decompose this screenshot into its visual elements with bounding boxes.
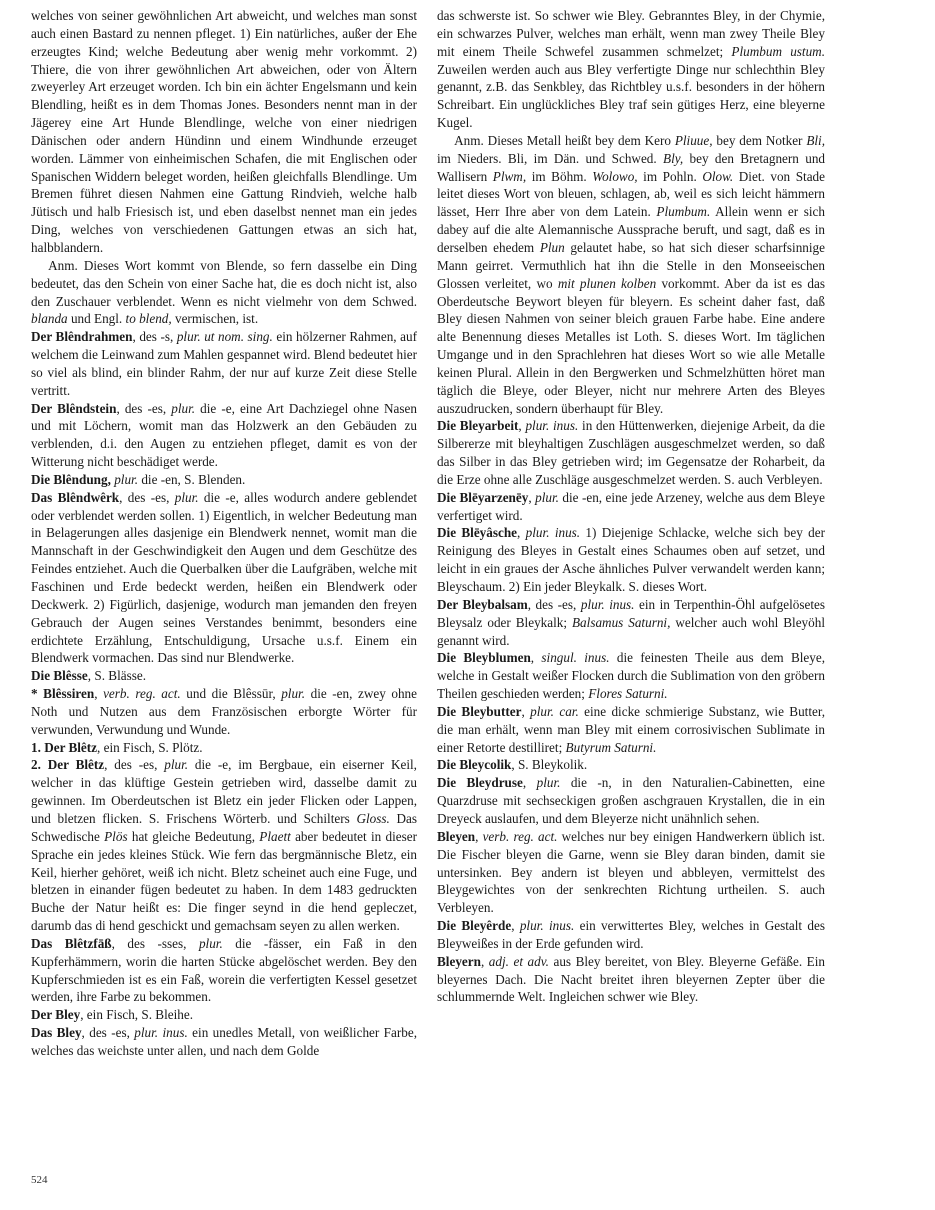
dictionary-entry [31, 739, 417, 757]
entry-headword: Die Bleyblumen [437, 650, 531, 666]
text-run: aus Bley bereitet, von Bley. Bleyerne Gefäße. Ein bleyernes Dach. Die Nacht breitet ihren bleyernen Zepter über die schlummernde Welt. Ingleichen schwer wie Bley. [437, 953, 825, 1005]
text-run: bey den Bretagnern und Wallisern [437, 150, 826, 184]
text-run: Anm. Dieses Wort kommt von Blende, so fern dasselbe ein Ding bedeutet, das den Schein von einer Sache hat, die es doch nicht ist, also den Zuschauer verblendet. Wenn es nicht vielmehr von dem Schwed. [31, 257, 417, 309]
italic-text: plur. inus. [519, 918, 575, 934]
dictionary-entry [437, 596, 825, 650]
text-run: Das Schwedische [31, 810, 418, 844]
text-run: in den Hüttenwerken, diejenige Arbeit, da die Silbererze mit bleyhaltigen Zuschlägen ausgeschmelzet werden, so daß das Silber in das Bley getrieben wird; im Gegensatze der Roharbeit, da die Erze ohne alle Zuschläge ausgeschmelzet werden. S. auch Verbleyen. [437, 418, 825, 487]
dictionary-entry [437, 774, 825, 828]
text-run: , S. Bleykolik. [511, 757, 588, 773]
italic-text: Butyrum Saturni. [565, 739, 657, 755]
text-run: ein unedles Metall, von weißlicher Farbe, welches das weichste unter allen, und nach dem Golde [31, 1025, 417, 1058]
entry-headword: Das Bley [31, 1025, 82, 1041]
text-run: und Engl. [67, 311, 126, 327]
text-run: die -en, eine jede Arzeney, welche aus dem Bleye verfertiget wird. [437, 489, 825, 523]
italic-text: plur. inus. [134, 1025, 188, 1041]
dictionary-entry [437, 953, 825, 1007]
page-number: 524 [31, 1174, 48, 1186]
italic-text: Bly, [663, 150, 684, 166]
text-run: 1) Diejenige Schlacke, welche sich bey der Reinigung des Bleyes in Gestalt eines Schaumes oben auf setzet, und leicht in ein graues der Asche ähnliches Pulver verwandelt werden kann; Bleyschaum. 2) Ein jeder Bleykalk. S. dieses Wort. [437, 525, 826, 594]
dictionary-entry [437, 524, 825, 595]
italic-text: Flores Saturni. [588, 686, 668, 702]
italic-text: Gloss. [356, 810, 390, 826]
entry-headword: * Blêssiren [31, 686, 95, 702]
entry-headword: Der Bleybalsam [437, 596, 528, 612]
entry-headword: Der Blêndrahmen [31, 329, 133, 345]
italic-text: Wolowo, [592, 168, 638, 184]
text-run: , des -es, [104, 757, 165, 773]
italic-text: plur. inus. [525, 525, 581, 541]
italic-text: singul. inus. [541, 650, 610, 666]
text-run: Anm. Dieses Metall heißt bey dem Kero [454, 132, 675, 148]
text-run: die -en, S. Blenden. [138, 471, 246, 487]
dictionary-entry [31, 756, 417, 934]
text-run: , des -es, [116, 400, 172, 416]
dictionary-entry [31, 489, 417, 667]
text-run: , [530, 650, 542, 666]
text-run: ein verwittertes Bley, welches in Gestalt des Bleyweißes in der Erde gefunden wird. [437, 918, 825, 951]
text-run: vorkommt. Aber da ist es das Oberdeutsche Beywort bleyen für bleyern. Es scheint daher fast, daß Bley diesen Nahmen von seiner bleich grauen Farbe habe. Eine andere alte Benennung dieses Metalles ist Loth. S. dieses Wort. Im täglichen Umgange und in den Sprachlehren hat dieses Wort so wie alle Metalle keinen Plural. Allein in den Bergwerken und Schmelzhütten höret man täglich die Bleye, oder Bleyer, nicht nur mehrere Arten des Bleyes auszudrucken, sondern überhaupt für Bley. [437, 275, 825, 416]
text-run: die -n, in den Naturalien-Cabinetten, eine Quarzdruse mit sechseckigen großen aschgrauen Krystallen, die in ein Dreyeck auslaufen, und dem Bleyerze nicht unähnlich sehen. [437, 775, 825, 826]
dictionary-entry [31, 1006, 417, 1024]
text-run: hat gleiche Bedeutung, [127, 828, 260, 844]
text-run: die -e, im Bergbaue, ein eiserner Keil, welcher in das klüftige Gestein getrieben wird, dasselbe damit zu gewinnen. Im Oberdeutschen ist Bletz ein jeder Flicken oder Lappen, und bletzen flicken. S. Frischens Wörterb. und Schilters [31, 757, 417, 826]
italic-text: plur. inus. [580, 596, 635, 612]
entry-headword: 2. Der Blêtz [31, 757, 105, 773]
italic-text: plur. [164, 757, 189, 773]
italic-text: plur. [535, 489, 559, 505]
dictionary-entry [437, 489, 825, 525]
italic-text: plur. car. [530, 703, 579, 719]
text-run: die -e, alles wodurch andere geblendet oder verblendet werden sollen. 1) Eigentlich, in welcher Bedeutung man in Belagerungen alles dasjenige ein Blendwerk nennet, womit man die Mannschaft in der Geschwindigkeit den Augen und dem Geschütze des Feindes entziehet. Auch die Querbalken über die Laufgräben, welche mit Faschinen und Erde bedeckt werden, heißen ein Blendwerk oder Deckwerk. 2) Figürlich, dasjenige, wodurch man jemanden den freyen Gebrauch der Augen seines Verstandes benimmt, besonders eine erdichtete Erzählung, Entschuldigung, Ursache u.s.f. Einem ein Blendwerk vormachen. Das sind nur Blendwerke. [31, 489, 417, 666]
text-run: , [518, 418, 526, 434]
text-run: bey dem Notker [712, 132, 807, 148]
text-run: , [480, 953, 489, 969]
dictionary-entry [437, 756, 825, 774]
text-run: das schwerste ist. So schwer wie Bley. Gebranntes Bley, in der Chymie, ein schwarzes Pulver, welches man erhält, wenn man zwey Theile Bley mit einem Theile Schwefel zusammen schmelzet; [437, 8, 825, 59]
entry-headword: 1. Der Blêtz [31, 739, 98, 755]
text-run: gelautet habe, so hat sich dieser scharfsinnige Mann geirret. Vermuthlich hat ihn die Stelle in den Monseeischen Glossen verleitet, wo [437, 239, 825, 291]
text-run: ein in Terpenthin-Öhl aufgelösetes Bleysalz oder Bleykalk; [437, 596, 825, 630]
text-run: Zuweilen werden auch aus Bley verfertigte Dinge nur schlechthin Bley genannt, z.B. das Senkbley, das Richtbley u.s.f. besonders in der höhern Schreibart. Ein unglückliches Bley traf sein gütiges Herz, eine bleyerne Kugel. [437, 61, 825, 131]
entry-headword: Die Bleybutter [437, 703, 522, 719]
text-paragraph [437, 132, 825, 418]
dictionary-entry [437, 828, 825, 917]
italic-text: Olow. [702, 168, 734, 184]
italic-text: Plwm, [492, 168, 527, 184]
text-paragraph [437, 7, 825, 132]
text-run: , des -es, [81, 1025, 135, 1041]
italic-text: plur. [198, 935, 223, 951]
italic-text: verb. reg. act. [482, 828, 558, 844]
italic-text: Pliuue, [674, 132, 713, 148]
text-run: , [528, 489, 536, 505]
italic-text: blanda [31, 311, 68, 327]
text-run: welcher auch wohl Bleyöhl genannt wird. [437, 614, 825, 648]
text-run: die feinesten Theile aus dem Bleye, welche in Gestalt weißer Flocken durch die Sublimation von den gröbern Theilen geschieden werden; [437, 650, 826, 702]
text-run: welches von seiner gewöhnlichen Art abweicht, und welches man sonst auch einen Bastard zu nennen pfleget. 1) Ein natürliches, außer der Ehe erzeugtes Kind; welche Bedeutung aber wenig mehr vorkommt. 2) Thiere, die von ihrer gewöhnlichen Art abweichen, oder von Ältern zweyerley Art erzeuget worden. Ich bin ein ächter Engelsmann und kein Blendling, heißt es in dem Thomas Jones. Besonders nennt man in der Jägerey eine Art Hunde Blendlinge, welche von einer niedrigen Dänischen oder andern Hündinn und einem Windhunde erzeuget worden. Lämmer von einheimischen Schafen, die mit Englischen oder Spanischen Widdern beleget worden, heißen gleichfalls Blendlinge. Um Bremen führet diesen Nahmen eine Gattung Rindvieh, welche halb Jütisch und halb Friesisch ist, und eben daselbst nennet man ein jedes Ding, welches von verschiedenen Gattungen etwas an sich hat, halbblandern. [31, 8, 417, 255]
entry-headword: Der Bley [31, 1007, 81, 1023]
left-column [31, 7, 417, 1060]
text-paragraph [31, 7, 417, 257]
italic-text: to blend, [125, 311, 172, 327]
text-run: und die Blêssūr, [180, 686, 282, 702]
text-run: eine dicke schmierige Substanz, wie Butter, die man erhält, wenn man Bley mit einem corrosivischen Sublimate in einer Retorte destilliret; [437, 703, 826, 755]
italic-text: Bli, [806, 132, 825, 148]
text-run: im Böhm. [526, 168, 593, 184]
text-run: , des -sses, [111, 935, 199, 951]
italic-text: Plumbum. [656, 204, 711, 220]
italic-text: plur. [171, 400, 196, 416]
right-column [437, 7, 825, 1006]
italic-text: Plumbum ustum. [731, 43, 825, 59]
italic-text: mit plunen kolben [557, 275, 657, 291]
text-paragraph [31, 257, 417, 328]
entry-headword: Der Blêndstein [31, 400, 117, 416]
italic-text: plur. inus. [525, 418, 579, 434]
italic-text: verb. reg. act. [103, 686, 181, 702]
text-run: die -e, eine Art Dachziegel ohne Nasen und mit Löchern, womit man das Holzwerk an den Gebäuden zu verblenden, d.i. den Augen zu entziehen pfleget, damit es von der Witterung nicht beschädiget werde. [31, 400, 417, 470]
dictionary-entry [31, 685, 417, 739]
text-run: aber bedeutet in dieser Sprache ein jedes kleines Stück. Wie fern das bergmännische Bletz, ein Keil, hierher gehöret, weiß ich nicht. Bletz scheinet auch eine Fuge, und bletzen in einander fügen bedeutet zu haben. In dem 1483 gedruckten Buche der Natur heißt es: Die finger seynd in die hend gepleczet, darumb das di hend geschickt und gemachsam seyen zu allen werken. [31, 828, 417, 934]
text-run: , ein Fisch, S. Bleihe. [80, 1007, 194, 1023]
entry-headword: Die Blêndung, [31, 471, 111, 487]
italic-text: Plun [539, 239, 565, 255]
italic-text: plur. ut nom. sing. [176, 329, 273, 345]
text-run: , des -s, [132, 329, 177, 345]
dictionary-entry [437, 417, 825, 488]
entry-headword: Die Blêsse [31, 668, 88, 684]
entry-headword: Die Bleyarbeit [437, 418, 519, 434]
text-run: , [475, 828, 483, 844]
entry-headword: Die Blēyâsche [437, 525, 518, 541]
text-run: , [521, 703, 531, 719]
text-run: , [511, 918, 520, 934]
dictionary-entry [437, 917, 825, 953]
text-run: die -en, zwey ohne Noth und Nutzen aus dem Französischen erborgte Wörter für verwunden, Verwundung und Wunde. [31, 686, 417, 737]
text-run: im Nieders. Bli, im Dän. und Schwed. [437, 150, 664, 166]
italic-text: plur. [174, 489, 199, 505]
entry-headword: Die Bleyêrde [437, 918, 512, 934]
text-run: , [522, 775, 537, 791]
text-run: , ein Fisch, S. Plötz. [97, 739, 203, 755]
text-run: welches nur bey einigen Handwerkern üblich ist. Die Fischer bleyen die Garne, wenn sie Bley daran binden, damit sie untersinken. Bey andern ist bleyen und abbleyen, vermittelst des Bleygewichtes von der senkrechten Richtung urtheilen. S. auch Verbleyen. [437, 828, 825, 916]
italic-text: plur. [281, 686, 306, 702]
dictionary-entry [437, 649, 825, 703]
text-run: Allein wenn er sich dabey auf die alte Alemannische Aussprache beruft, und sagt, daß es in derselben ehedem [437, 204, 825, 255]
dictionary-entry [31, 667, 417, 685]
text-run: , [94, 686, 104, 702]
dictionary-entry [31, 935, 417, 1006]
text-run: ein hölzerner Rahmen, auf welchem die Leinwand zum Mahlen gespannet wird. Blend bedeutet hier so viel als blind, ein blinder Rahm, der nur auf kurze Zeit diese Stelle vertritt. [31, 329, 417, 398]
dictionary-entry [437, 703, 825, 757]
italic-text: Plaett [259, 828, 291, 844]
text-run: , des -es, [527, 596, 581, 612]
entry-headword: Die Bleycolik [437, 757, 512, 773]
entry-headword: Das Blêndwêrk [31, 489, 120, 505]
text-run: Diet. von Stade leitet dieses Wort von bleuen, schlagen, ab, weil es sich leicht hämmern lässet, Herr Ihre aber von dem Latein. [437, 168, 825, 220]
text-run: , [517, 525, 526, 541]
entry-headword: Bleyern [437, 953, 481, 969]
italic-text: Plös [104, 828, 128, 844]
text-run: die -fässer, ein Faß in den Kupferhämmern, worin die harten Stücke abgelöschet werden. Bey den Kupferschmieden ist es ein Faß, worein die verfertigten Kessel gesetzet werden, ihre Farbe zu bekommen. [31, 935, 417, 1005]
entry-headword: Die Bleydruse [437, 775, 523, 791]
text-run: vermischen, ist. [171, 311, 259, 327]
text-run: im Pohln. [637, 168, 703, 184]
dictionary-entry [31, 1024, 417, 1060]
italic-text: plur. [114, 471, 139, 487]
text-run: , S. Blässe. [87, 668, 147, 684]
italic-text: plur. [536, 775, 561, 791]
text-run: , des -es, [119, 489, 175, 505]
dictionary-entry [31, 328, 417, 399]
italic-text: adj. et adv. [488, 953, 549, 969]
italic-text: Balsamus Saturni, [572, 614, 671, 630]
dictionary-entry [31, 400, 417, 471]
dictionary-entry [31, 471, 417, 489]
entry-headword: Die Blēyarzenēy [437, 489, 529, 505]
entry-headword: Das Blêtzfāß [31, 935, 112, 951]
entry-headword: Bleyen [437, 828, 476, 844]
